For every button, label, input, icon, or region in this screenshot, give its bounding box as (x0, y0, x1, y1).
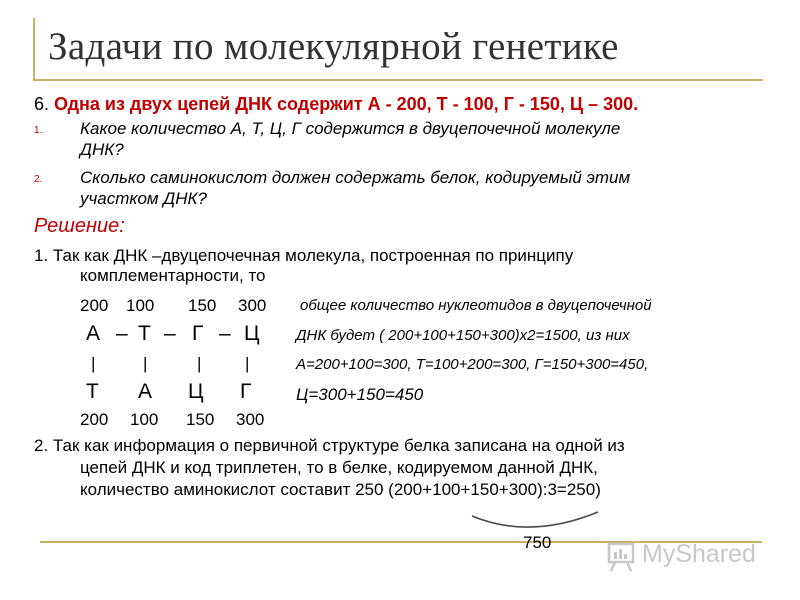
strand1-count: 300 (238, 296, 267, 315)
question-text-cont: участком ДНК? (80, 189, 207, 208)
solution-step1: 1. Так как ДНК –двуцепочечная молекула, построенная по принципу (34, 246, 574, 265)
watermark-text: MyShared (642, 540, 756, 568)
question-text: Какое количество А, Т, Ц, Г содержится в двуцепочечной молекуле (80, 119, 621, 138)
strand1-nucleotide: Ц (244, 322, 260, 345)
question-text: Сколько саминокислот должен содержать белок, кодируемый этим (80, 168, 631, 187)
dash: – (164, 322, 176, 345)
handwritten-arc (470, 508, 602, 536)
strand1-nucleotide: Т (138, 322, 151, 345)
title-underline (33, 79, 763, 81)
question-number: 1. (34, 125, 43, 136)
calculation-note: А=200+100=300, Т=100+200=300, Г=150+300=450, (296, 356, 649, 373)
calculation-note: общее количество нуклеотидов в двуцепочечной (300, 297, 652, 314)
bond-bar: | (245, 354, 250, 373)
dash: – (219, 322, 231, 345)
question-number: 2. (34, 174, 43, 185)
dash: – (116, 322, 128, 345)
solution-step2: 2. Так как информация о первичной структуре белка записана на одной из (34, 436, 625, 455)
question-text-cont: ДНК? (80, 140, 124, 159)
solution-heading: Решение: (34, 215, 125, 237)
bond-bar: | (91, 354, 96, 373)
calculation-note: Ц=300+150=450 (296, 385, 424, 404)
handwritten-answer: 750 (523, 533, 552, 552)
strand2-count: 150 (186, 410, 215, 429)
slide-title: Задачи по молекулярной генетике (48, 25, 619, 68)
solution-step2-cont: цепей ДНК и код триплетен, то в белке, кодируемом данной ДНК, (80, 458, 598, 477)
strand2-nucleotide: Г (240, 380, 252, 403)
strand2-count: 300 (236, 410, 265, 429)
strand2-nucleotide: А (138, 380, 153, 403)
strand2-count: 100 (130, 410, 159, 429)
presentation-board-icon (606, 540, 640, 574)
problem-number: 6. (34, 94, 50, 114)
calculation-note: ДНК будет ( 200+100+150+300)х2=1500, из них (296, 327, 630, 344)
problem-statement (34, 94, 638, 115)
problem-text: Одна из двух цепей ДНК содержит А - 200, Т - 100, Г - 150, Ц – 300. (54, 94, 639, 114)
strand2-nucleotide: Т (86, 380, 99, 403)
strand2-count: 200 (80, 410, 109, 429)
frame-vertical-line (33, 18, 35, 80)
strand1-nucleotide: А (86, 322, 101, 345)
solution-step2-cont: количество аминокислот составит 250 (200+100+150+300):3=250) (80, 480, 601, 499)
strand1-count: 150 (188, 296, 217, 315)
strand1-count: 100 (126, 296, 155, 315)
strand2-nucleotide: Ц (188, 380, 204, 403)
strand1-nucleotide: Г (192, 322, 204, 345)
strand1-count: 200 (80, 296, 109, 315)
solution-step1-cont: комплементарности, то (80, 266, 266, 285)
bond-bar: | (197, 354, 202, 373)
bond-bar: | (143, 354, 148, 373)
